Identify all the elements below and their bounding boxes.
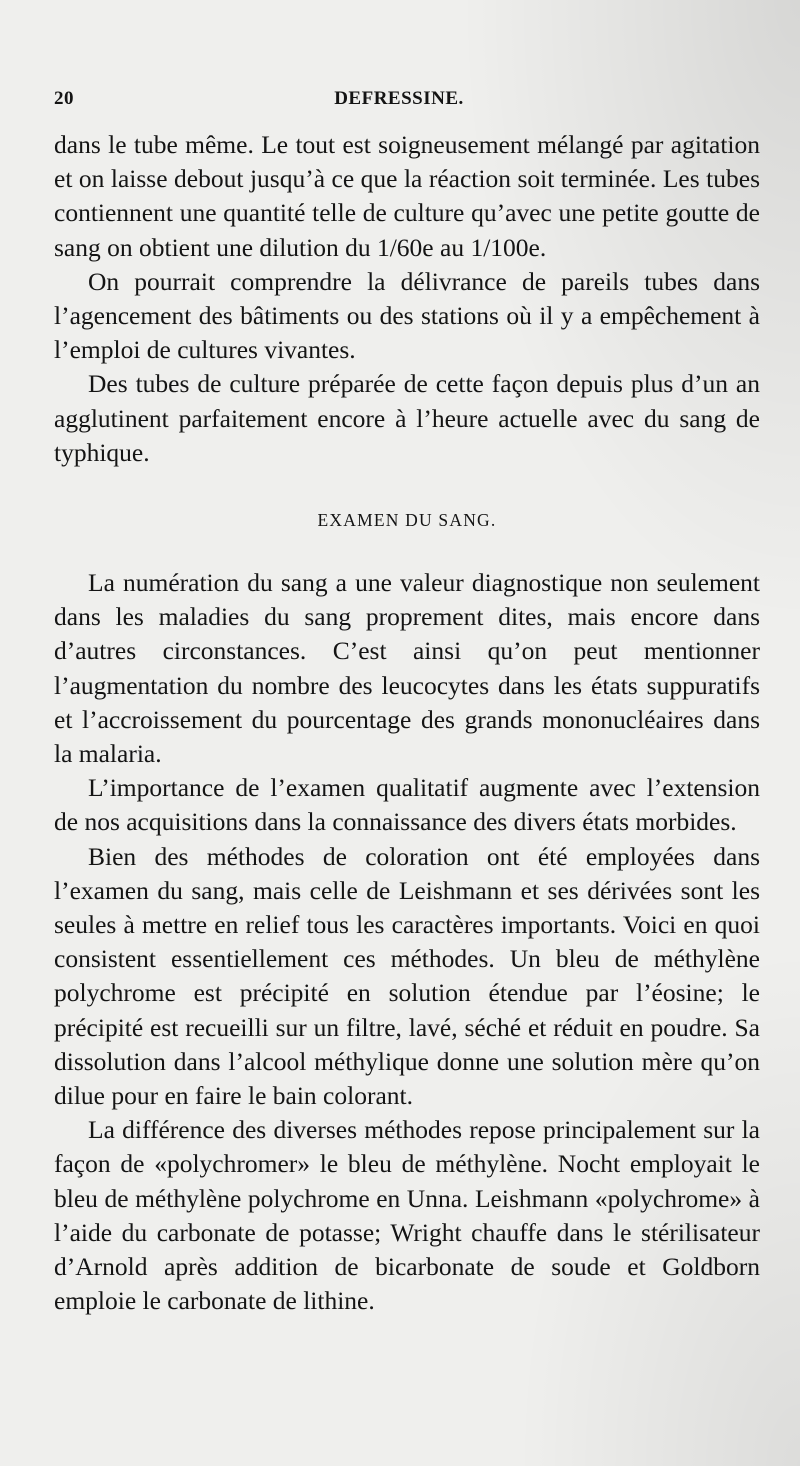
- paragraph: Bien des méthodes de coloration ont été employées dans l’examen du sang, mais celle de Leishmann et ses dérivées sont les seules à mettre en relief tous les caractères importants. Voici en quoi consistent essentiellement ces méthodes. Un bleu de méthylène polychrome est précipité en solution étendue par l’éosine; le précipité est recueilli sur un filtre, lavé, séché et réduit en poudre. Sa dissolution dans l’alcool méthylique donne une solution mère qu’on dilue pour en faire le bain colorant.: [54, 841, 760, 1111]
- page-number: 20: [54, 88, 74, 109]
- paragraph: La numération du sang a une valeur diagnostique non seulement dans les maladies du sang proprement dites, mais encore dans d’autres circonstances. C’est ainsi qu’on peut mentionner l’augmentation du nombre des leucocytes dans les états suppuratifs et l’accroissement du pourcentage des grands mononucléaires dans la malaria.: [54, 568, 760, 769]
- paragraph: dans le tube même. Le tout est soigneusement mélangé par agitation et on laisse debout jusqu’à ce que la réaction soit terminée. Les tubes contiennent une quantité telle de culture qu’avec une petite goutte de sang on obtient une dilution du 1/60e au 1/100e.: [54, 130, 760, 262]
- paragraph: On pourrait comprendre la délivrance de pareils tubes dans l’agencement des bâtiments ou des stations où il y a empêchement à l’emploi de cultures vivantes.: [54, 266, 760, 365]
- page-header: [54, 88, 744, 118]
- paragraph: Des tubes de culture préparée de cette façon depuis plus d’un an agglutinent parfaitement encore à l’heure actuelle avec du sang de typhique.: [54, 369, 760, 467]
- running-title: DEFRESSINE.: [334, 88, 464, 109]
- body-text: [54, 128, 760, 1319]
- paragraph: L’importance de l’examen qualitatif augmente avec l’extension de nos acquisitions dans la connaissance des divers états morbides.: [54, 773, 760, 837]
- paragraph: La différence des diverses méthodes repose principalement sur la façon de «polychromer» le bleu de méthylène. Nocht employait le bleu de méthylène polychrome en Unna. Leishmann «polychrome» à l’aide du carbonate de potasse; Wright chauffe dans le stérilisateur d’Arnold après addition de bicarbonate de soude et Goldborn emploie le carbonate de lithine.: [54, 1115, 760, 1316]
- section-heading: EXAMEN DU SANG.: [317, 510, 497, 531]
